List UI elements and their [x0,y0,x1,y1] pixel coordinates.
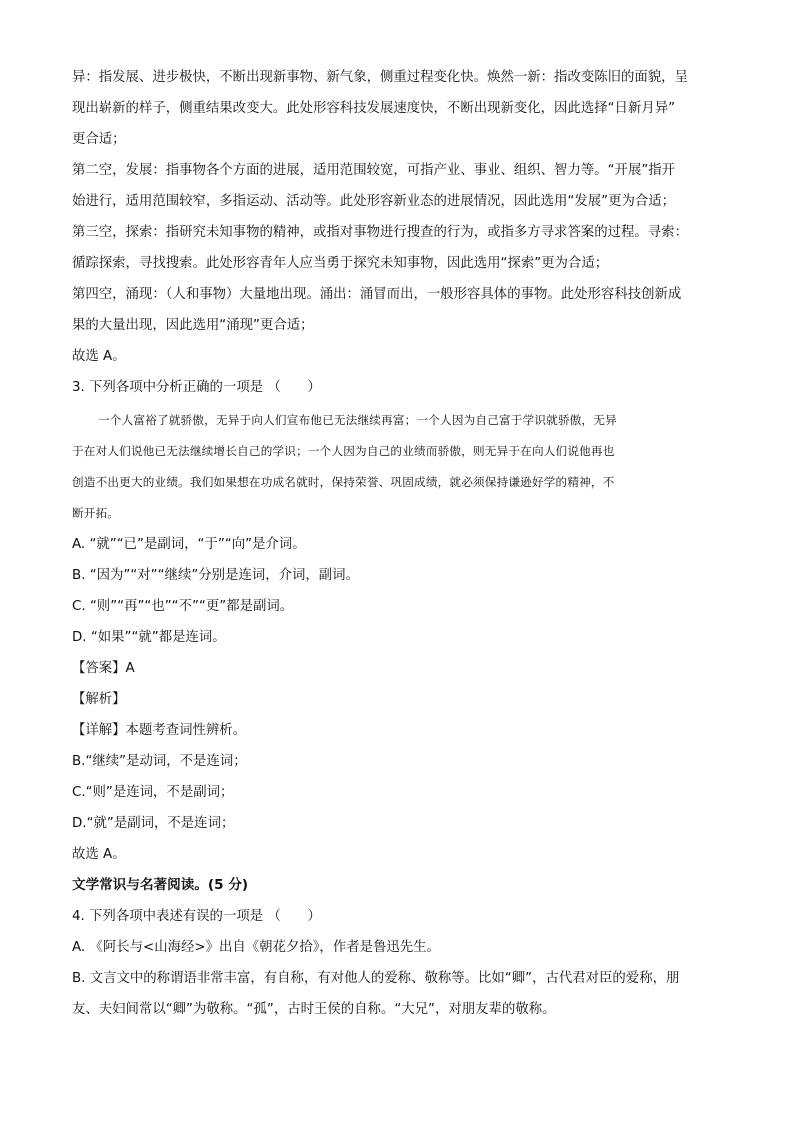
option-c: C. “则”“再”“也”“不”“更”都是副词。 [72,599,294,614]
option-d: D. “如果”“就”都是连词。 [72,630,226,645]
explanation-b: B.“继续”是动词，不是连词； [72,754,247,769]
conclusion-line: 故选 A。 [72,349,126,364]
explanation-line: 第三空，探索：指研究未知事物的精神，或指对事物进行搜查的行为，或指多方寻求答案的过程。寻索： [72,225,688,240]
explanation-c: C.“则”是连词，不是副词； [72,785,234,800]
passage-line: 创造不出更大的业绩。我们如果想在功成名就时，保持荣誉、巩固成绩，就必须保持谦逊好学的精神，不 [72,475,615,489]
explanation-line: 循踪探索，寻找搜索。此处形容青年人应当勇于探究未知事物，因此选用“探索”更为合适； [72,256,609,271]
q4-option-a: A. 《阿长与<山海经>》出自《朝花夕拾》，作者是鲁迅先生。 [72,940,440,955]
q4-option-b-continued: 友、夫妇间常以“卿”为敬称。“孤”，古时王侯的自称。“大兄”，对朋友辈的敬称。 [72,1002,556,1017]
section-heading: 文学常识与名著阅读。(5 分) [72,877,249,893]
explanation-line: 果的大量出现，因此选用“涌现”更合适； [72,318,314,333]
document-body [72,62,722,1025]
explanation-line: 始进行，适用范围较窄，多指运动、活动等。此处形容新业态的进展情况，因此选用“发展”更为合适； [72,194,676,209]
explanation-line: 更合适； [72,132,126,147]
explanation-line: 第二空，发展：指事物各个方面的进展，适用范围较宽，可指产业、事业、组织、智力等。“开展”指开 [72,163,676,178]
explanation-line: 第四空，涌现：（人和事物）大量地出现。涌出：涌冒而出，一般形容具体的事物。此处形容科技创新成 [72,287,682,302]
detail-line: 【详解】本题考查词性辨析。 [72,723,247,738]
q4-option-b: B. 文言文中的称谓语非常丰富，有自称，有对他人的爱称、敬称等。比如“卿”，古代君对臣的爱称，朋 [72,971,680,986]
option-b: B. “因为”“对”“继续”分别是连词，介词，副词。 [72,568,359,583]
passage-line: 断开拓。 [72,506,120,520]
option-a: A. “就”“已”是副词，“于”“向”是介词。 [72,537,306,552]
explanation-line: 异：指发展、进步极快，不断出现新事物、新气象，侧重过程变化快。焕然一新：指改变陈旧的面貌，呈 [72,70,688,85]
explanation-d: D.“就”是副词，不是连词； [72,816,235,831]
explanation-line: 现出崭新的样子，侧重结果改变大。此处形容科技发展速度快，不断出现新变化，因此选择“日新月异” [72,101,676,116]
conclusion-line: 故选 A。 [72,847,126,862]
question-3-passage [72,405,722,529]
analysis-label: 【解析】 [72,692,126,707]
answer-line: 【答案】A [72,661,135,676]
passage-line: 一个人富裕了就骄傲，无异于向人们宣布他已无法继续再富；一个人因为自己富于学识就骄傲，无异 [98,413,617,427]
question-3-stem: 3. 下列各项中分析正确的一项是 （ ） [72,380,321,395]
question-4-stem: 4. 下列各项中表述有误的一项是 （ ） [72,909,321,924]
passage-line: 于在对人们说他已无法继续增长自己的学识；一个人因为自己的业绩而骄傲，则无异于在向人们说他再也 [72,444,615,458]
